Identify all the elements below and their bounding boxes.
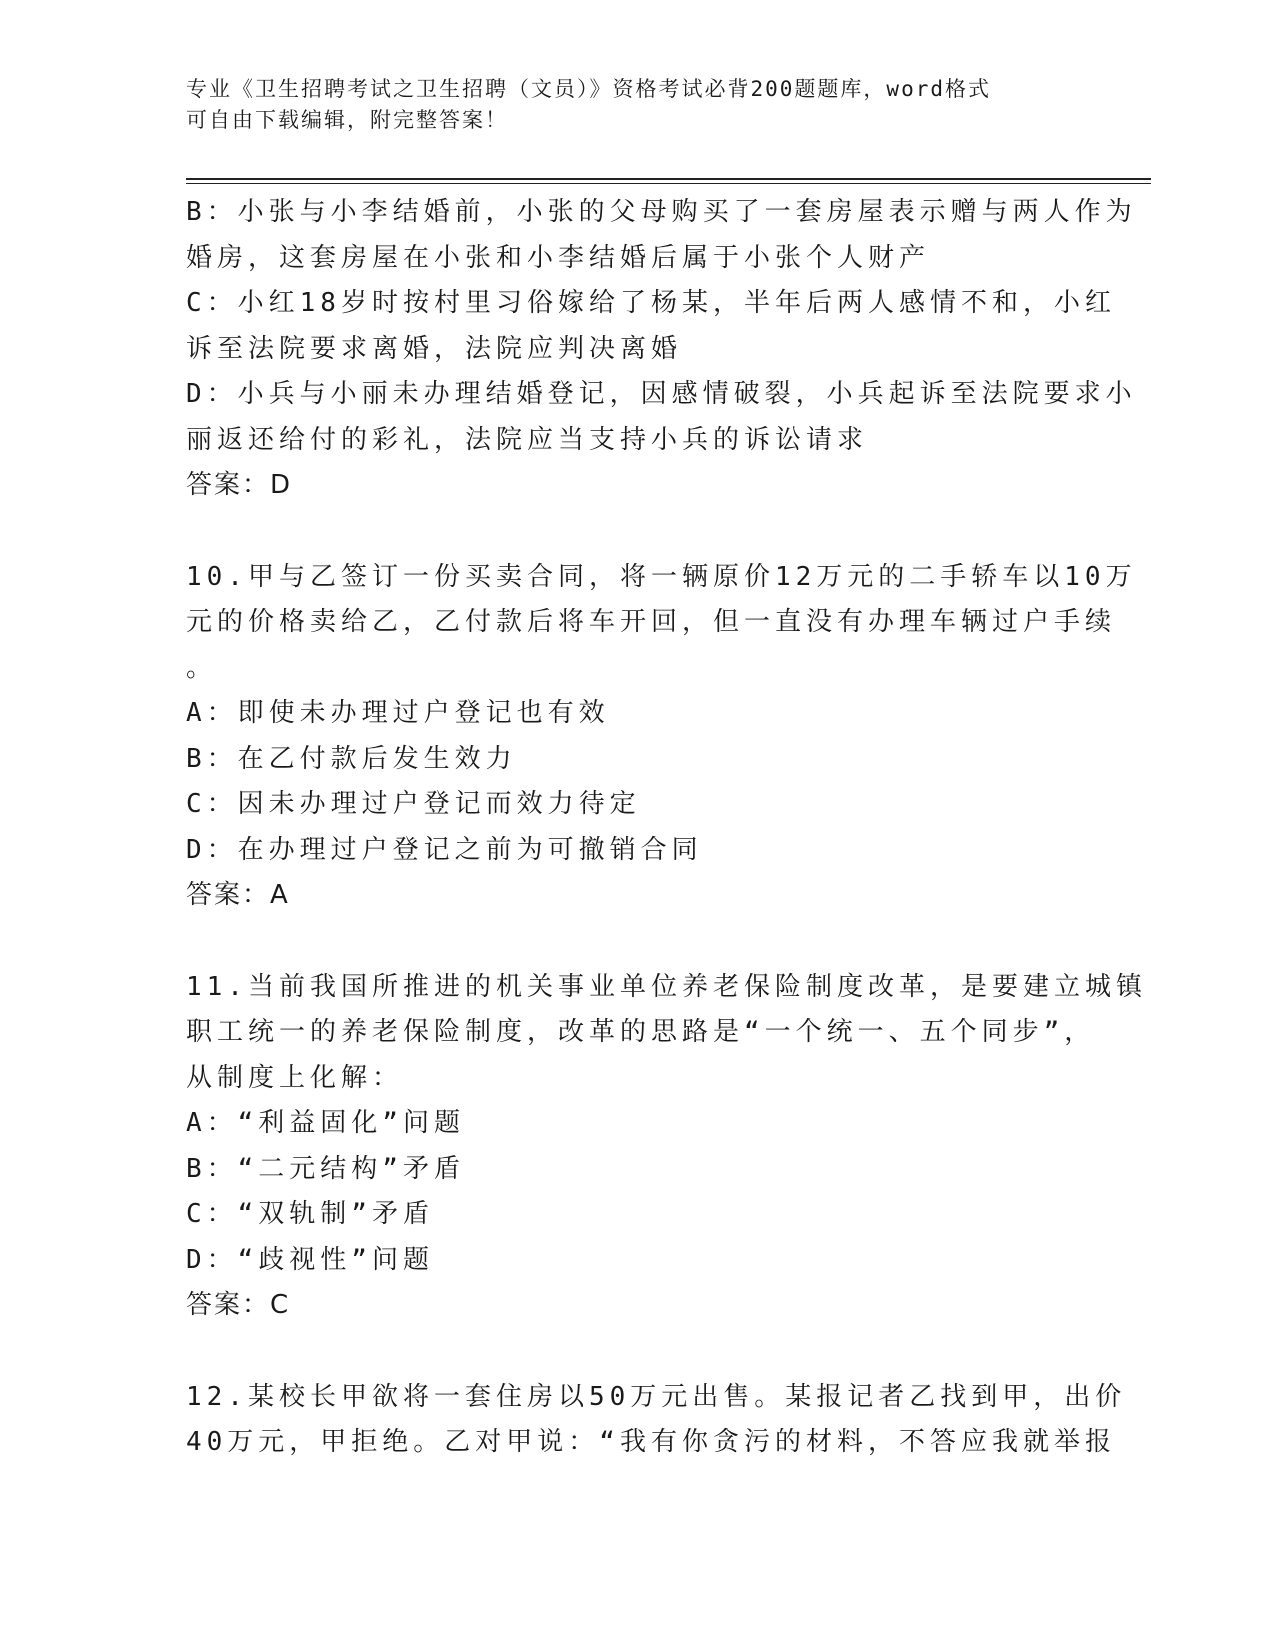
- option-d-line-2: 丽返还给付的彩礼，法院应当支持小兵的诉讼请求: [186, 424, 869, 455]
- answer-line: 答案：D: [186, 470, 293, 500]
- header-line-1: 专业《卫生招聘考试之卫生招聘（文员）》资格考试必背200题题库，word格式: [186, 77, 991, 101]
- spacer: [186, 1329, 1086, 1375]
- q11-option-d: D：“歧视性”问题: [186, 1244, 434, 1275]
- question-12-block: [186, 1375, 1127, 1466]
- option-c-line-1: C：小红18岁时按村里习俗嫁给了杨某，半年后两人感情不和，小红: [186, 288, 1116, 318]
- option-c-line-2: 诉至法院要求离婚，法院应判决离婚: [186, 333, 683, 364]
- spacer: [186, 509, 1086, 555]
- header-rule-thin: [186, 183, 1151, 184]
- q10-stem-line-2: 元的价格卖给乙，乙付款后将车开回，但一直没有办理车辆过户手续: [186, 607, 1117, 637]
- q11-option-c: C：“双轨制”矛盾: [186, 1199, 434, 1229]
- q10-option-c: C：因未办理过户登记而效力待定: [186, 789, 641, 819]
- q10-option-d: D：在办理过户登记之前为可撤销合同: [186, 834, 703, 865]
- q11-answer: 答案：C: [186, 1290, 291, 1320]
- option-b-line-2: 婚房，这套房屋在小张和小李结婚后属于小张个人财产: [186, 242, 931, 273]
- q11-option-b: B：“二元结构”矛盾: [186, 1153, 465, 1184]
- header-line-2: 可自由下载编辑，附完整答案！: [186, 108, 508, 132]
- q12-stem-line-2: 40万元，甲拒绝。乙对甲说：“我有你贪污的材料，不答应我就举报: [186, 1427, 1116, 1457]
- q12-stem-line-1: 12.某校长甲欲将一套住房以50万元出售。某报记者乙找到甲，出价: [186, 1381, 1127, 1412]
- prev-question-block: [186, 190, 1137, 509]
- document-body: [186, 190, 1147, 1466]
- option-b-line-1: B：小张与小李结婚前，小张的父母购买了一套房屋表示赠与两人作为: [186, 197, 1137, 227]
- q10-option-b: B：在乙付款后发生效力: [186, 743, 517, 774]
- q10-stem-line-1: 10.甲与乙签订一份买卖合同，将一辆原价12万元的二手轿车以10万: [186, 561, 1137, 592]
- header-rule-thick: [186, 178, 1151, 180]
- question-11-block: [186, 965, 1147, 1329]
- question-10-block: [186, 555, 1137, 919]
- q11-stem-line-3: 从制度上化解：: [186, 1062, 404, 1093]
- q11-option-a: A：“利益固化”问题: [186, 1108, 465, 1138]
- q10-option-a: A：即使未办理过户登记也有效: [186, 698, 610, 728]
- document-header: [186, 74, 1066, 136]
- q11-stem-line-1: 11.当前我国所推进的机关事业单位养老保险制度改革，是要建立城镇: [186, 971, 1147, 1002]
- q10-answer: 答案：A: [186, 880, 290, 910]
- q10-stem-line-3: 。: [186, 652, 218, 683]
- q11-stem-line-2: 职工统一的养老保险制度，改革的思路是“一个统一、五个同步”，: [186, 1017, 1096, 1047]
- spacer: [186, 919, 1086, 965]
- option-d-line-1: D：小兵与小丽未办理结婚登记，因感情破裂，小兵起诉至法院要求小: [186, 379, 1137, 409]
